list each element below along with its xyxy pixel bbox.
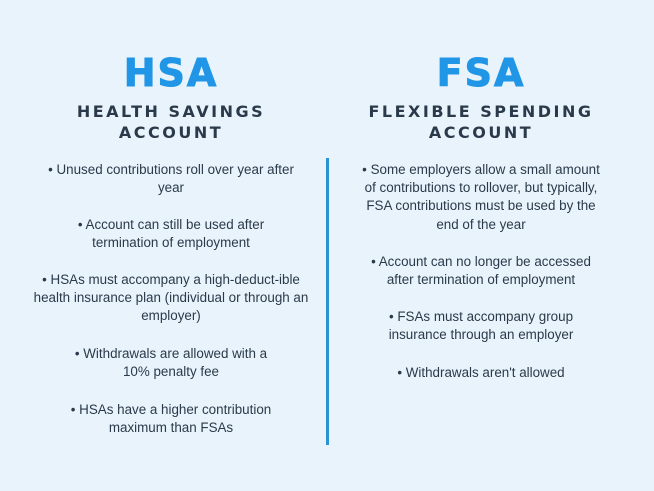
hsa-bullet-5: • HSAs have a higher contribution maximum than FSAs (70, 402, 272, 436)
hsa-bullet-4: • Withdrawals are allowed with a 10% penalty fee (74, 346, 268, 380)
fsa-bullet-2: • Account can no longer be accessed after termination of employment (371, 254, 591, 288)
fsa-bullet-4: • Withdrawals aren't allowed (397, 365, 565, 380)
fsa-acronym: FSA (436, 51, 526, 95)
fsa-bullet-3: • FSAs must accompany group insurance through an employer (388, 309, 574, 343)
hsa-bullet-1: • Unused contributions roll over year after year (48, 162, 294, 196)
fsa-title: FLEXIBLE SPENDING ACCOUNT (368, 102, 594, 142)
column-divider (326, 158, 329, 445)
hsa-bullet-3: • HSAs must accompany a high-deduct-ible health insurance plan (individual or through an employer) (33, 272, 309, 324)
fsa-bullet-1: • Some employers allow a small amount of contributions to rollover, but typically, FSA contributions must be used by the end of the year (362, 162, 600, 232)
hsa-acronym: HSA (123, 51, 219, 95)
hsa-title: HEALTH SAVINGS ACCOUNT (76, 102, 266, 142)
hsa-bullet-2: • Account can still be used after termination of employment (77, 217, 265, 251)
